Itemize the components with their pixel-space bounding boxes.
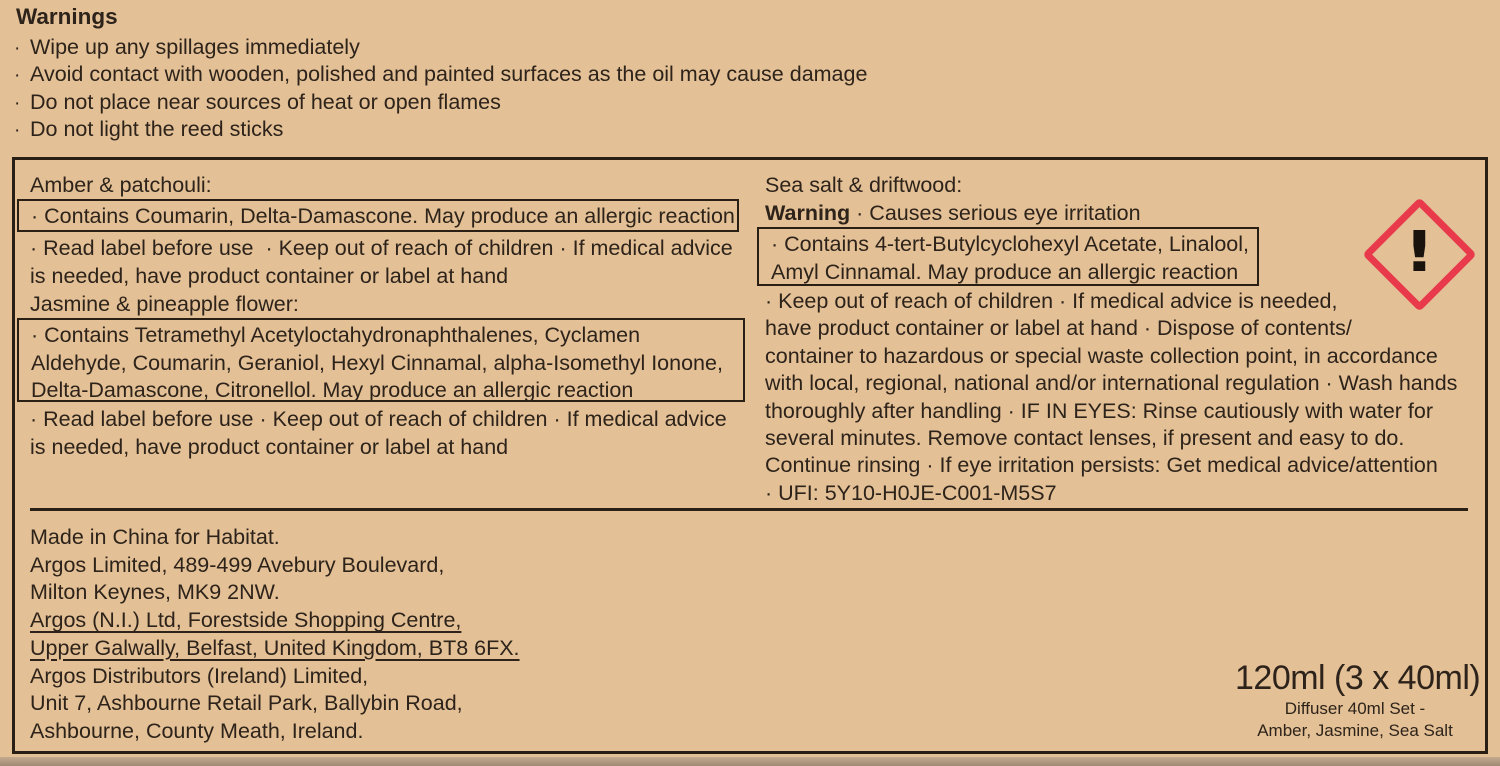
jasmine-allergen-box	[17, 318, 745, 402]
seasalt-allergen-text: Amyl Cinnamal. May produce an allergic reaction	[771, 259, 1239, 284]
amber-precaution-line: · Read label before use · Keep out of reach of children · If medical advice	[30, 236, 733, 260]
jasmine-heading: Jasmine & pineapple flower:	[30, 292, 299, 316]
address-line: Milton Keynes, MK9 2NW.	[30, 580, 280, 605]
product-description-line: Diffuser 40ml Set -	[1284, 699, 1426, 718]
seasalt-allergen-box	[757, 227, 1259, 286]
bullet-icon: ·	[14, 38, 21, 59]
seasalt-precaution-line: have product container or label at hand · Dispose of contents/	[765, 316, 1352, 341]
seasalt-precaution-line: Continue rinsing · If eye irritation persists: Get medical advice/attention	[765, 453, 1438, 478]
seasalt-precaution-line: with local, regional, national and/or international regulation · Wash hands	[765, 371, 1458, 396]
jasmine-allergen-text: Delta-Damascone, Citronellol. May produce an allergic reaction	[31, 378, 634, 402]
exclamation-glyph: !	[1404, 219, 1435, 285]
seasalt-allergen-text: · Contains 4-tert-Butylcyclohexyl Acetate, Linalool,	[771, 232, 1250, 256]
address-line: Ashbourne, County Meath, Ireland.	[30, 718, 364, 743]
amber-precaution-line: is needed, have product container or label at hand	[30, 264, 509, 288]
address-line-underlined: Upper Galwally, Belfast, United Kingdom, BT8 6FX.	[30, 635, 520, 660]
amber-allergen-box	[17, 199, 739, 232]
jasmine-precaution-line: · Read label before use · Keep out of reach of children · If medical advice	[30, 407, 727, 431]
address-line: Argos Limited, 489-499 Avebury Boulevard,	[30, 552, 445, 577]
jasmine-allergen-text: Aldehyde, Coumarin, Geraniol, Hexyl Cinnamal, alpha-Isomethyl Ionone,	[31, 350, 723, 375]
warning-item-text: Avoid contact with wooden, polished and painted surfaces as the oil may cause damage	[30, 62, 868, 86]
warning-item	[14, 116, 283, 145]
address-line-underlined: Argos (N.I.) Ltd, Forestside Shopping Centre,	[30, 608, 462, 633]
warning-item	[14, 34, 360, 63]
warning-statement: · Causes serious eye irritation	[850, 201, 1141, 225]
separator-line	[30, 508, 1468, 511]
volume-block	[1235, 658, 1481, 741]
seasalt-precaution-line: · Keep out of reach of children · If medical advice is needed,	[765, 289, 1338, 313]
jasmine-allergen-text: · Contains Tetramethyl Acetyloctahydronaphthalenes, Cyclamen	[31, 323, 641, 347]
volume-text: 120ml (3 x 40ml)	[1235, 659, 1481, 697]
seasalt-warning-line	[765, 200, 1141, 228]
seasalt-precaution-line: thoroughly after handling · IF IN EYES: Rinse cautiously with water for	[765, 398, 1434, 423]
seasalt-precaution-line: container to hazardous or special waste collection point, in accordance	[765, 343, 1438, 368]
seasalt-precautions	[765, 288, 1457, 507]
manufacturer-address-block	[30, 524, 520, 746]
warnings-title: Warnings	[16, 4, 118, 29]
product-description-line: Amber, Jasmine, Sea Salt	[1257, 720, 1453, 740]
label-bottom-edge	[0, 757, 1500, 766]
bullet-icon: ·	[14, 93, 21, 114]
address-line: Made in China for Habitat.	[30, 525, 280, 549]
ufi-code-line: · UFI: 5Y10-H0JE-C001-M5S7	[765, 480, 1057, 505]
amber-heading: Amber & patchouli:	[30, 173, 212, 197]
bullet-icon: ·	[14, 120, 21, 141]
warning-item	[14, 89, 501, 118]
bullet-icon: ·	[14, 65, 21, 86]
seasalt-heading: Sea salt & driftwood:	[765, 173, 963, 197]
warning-item-text: Do not light the reed sticks	[30, 117, 284, 141]
address-line: Unit 7, Ashbourne Retail Park, Ballybin Road,	[30, 691, 463, 716]
warning-item-text: Wipe up any spillages immediately	[30, 35, 360, 59]
warning-word: Warning	[765, 201, 851, 225]
warning-item	[14, 61, 867, 90]
seasalt-precaution-line: several minutes. Remove contact lenses, if present and easy to do.	[765, 426, 1405, 451]
amber-allergen-text: · Contains Coumarin, Delta-Damascone. May produce an allergic reaction	[31, 204, 735, 228]
address-line: Argos Distributors (Ireland) Limited,	[30, 663, 369, 688]
jasmine-precaution-line: is needed, have product container or label at hand	[30, 435, 509, 459]
warning-item-text: Do not place near sources of heat or open flames	[30, 90, 501, 114]
